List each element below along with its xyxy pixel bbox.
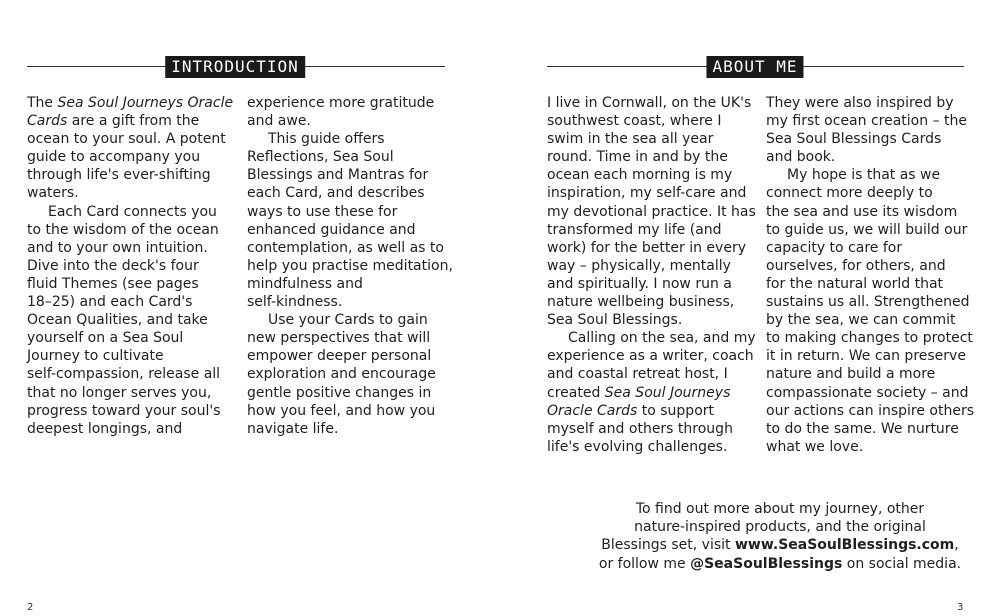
about-me-column-2: [766, 94, 974, 456]
right-page: [500, 0, 1000, 616]
paragraph: This guide offers Reflections, Sea Soul Blessings and Mantras for each Card, and describes ways to use these for enhanced guidance and contemplation, as well as to help you practise meditation, mindfulness and self-kindness.: [247, 131, 453, 311]
introduction-column-2: [247, 94, 453, 438]
page-number-left: 2: [27, 602, 34, 613]
paragraph: Use your Cards to gain new perspectives that will empower deeper personal exploration and encourage gentle positive changes in how you feel, and how you navigate life.: [247, 312, 436, 437]
introduction-heading: INTRODUCTION: [165, 56, 305, 78]
about-me-heading: ABOUT ME: [706, 56, 803, 78]
paragraph: I live in Cornwall, on the UK's southwest coast, where I swim in the sea all year round. Time in and by the ocean each morning is my inspiration, my self-care and my devotional practice. It has transformed my life (and work) for the better in every way – physically, mentally and spiritually. I now run a nature wellbeing business, Sea Soul Blessings.: [547, 95, 756, 329]
paragraph: Calling on the sea, and my experience as a writer, coach and coastal retreat host, I created Sea Soul Journeys Oracle Cards to support myself and others through life's evolving challenges.: [547, 330, 756, 455]
footer-note: To find out more about my journey, other nature-inspired products, and the original Blessings set, visit www.SeaSoulBlessings.com, or follow me @SeaSoulBlessings on social media.: [598, 501, 962, 572]
paragraph: They were also inspired by my first ocean creation – the Sea Soul Blessings Cards and book.: [766, 95, 967, 166]
paragraph: The Sea Soul Journeys Oracle Cards are a gift from the ocean to your soul. A potent guide to accompany you through life's ever-shifting waters.: [27, 95, 234, 202]
introduction-column-1: [27, 94, 233, 438]
page-number-right: 3: [957, 602, 964, 613]
introduction-heading-row: [27, 56, 445, 78]
about-me-column-1: [547, 94, 756, 456]
paragraph: experience more gratitude and awe.: [247, 95, 435, 130]
paragraph: My hope is that as we connect more deeply to the sea and use its wisdom to guide us, we will build our capacity to care for ourselves, for others, and for the natural world that sustains us all. Strengthened by the sea, we can commit to making changes to protect it in return. We can preserve nature and build a more compassionate society – and our actions can inspire others to do the same. We nurture what we love.: [766, 167, 975, 455]
about-me-heading-row: [547, 56, 964, 78]
paragraph: Each Card connects you to the wisdom of the ocean and to your own intuition. Dive into the deck's four fluid Themes (see pages 18–25) and each Card's Ocean Qualities, and take yourself on a Sea Soul Journey to cultivate self-compassion, release all that no longer serves you, progress toward your soul's deepest longings, and: [27, 203, 221, 437]
